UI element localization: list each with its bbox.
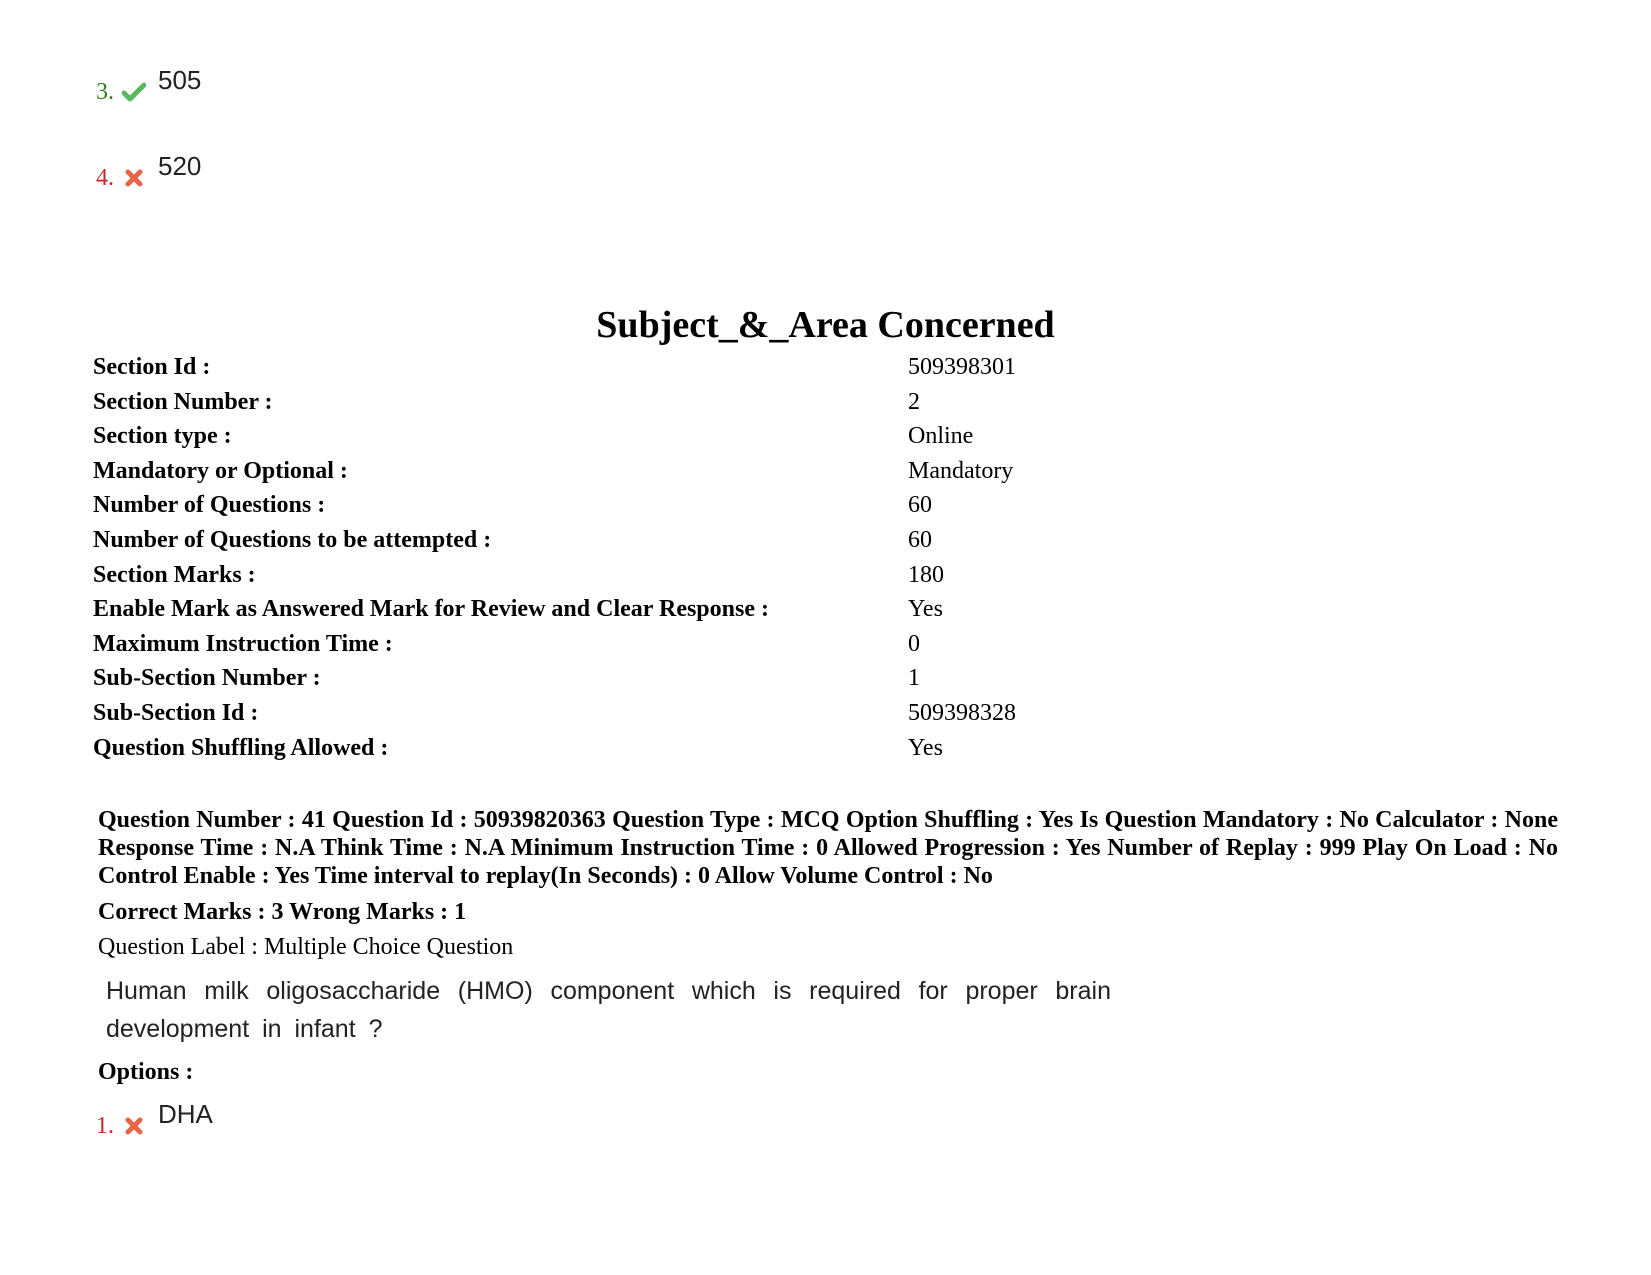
info-row-sub-section-number [93, 664, 1493, 699]
info-row-section-id [93, 353, 1493, 388]
info-label: Question Shuffling Allowed : [93, 734, 389, 761]
options-heading: Options : [98, 1059, 194, 1085]
info-value: 60 [908, 492, 932, 519]
info-row-mandatory [93, 457, 1493, 492]
info-label: Sub-Section Number : [93, 665, 321, 692]
cross-icon [122, 1114, 146, 1138]
section-info-table [93, 353, 1493, 768]
info-value: 60 [908, 526, 932, 553]
question-label-prefix: Question Label : [98, 934, 264, 960]
info-value: 1 [908, 665, 920, 692]
info-value: 2 [908, 388, 920, 415]
info-value: Online [908, 423, 974, 450]
info-row-enable-mark [93, 595, 1493, 630]
question-label [98, 933, 513, 961]
section-title: Subject_&_Area Concerned [596, 304, 1055, 346]
info-row-section-marks [93, 561, 1493, 596]
check-icon [122, 80, 146, 104]
info-row-section-number [93, 388, 1493, 423]
info-label: Enable Mark as Answered Mark for Review and Clear Response : [93, 596, 769, 623]
info-label: Number of Questions : [93, 492, 326, 519]
info-label: Number of Questions to be attempted : [93, 526, 492, 553]
option-text: DHA [158, 1099, 213, 1129]
info-row-questions-to-attempt [93, 526, 1493, 561]
info-row-shuffling-allowed [93, 734, 1493, 769]
cross-icon [122, 166, 146, 190]
info-label: Section Number : [93, 388, 273, 415]
info-value: 180 [908, 561, 944, 588]
option-text: 520 [158, 151, 202, 181]
info-value: Yes [908, 734, 943, 761]
info-value: 0 [908, 630, 920, 657]
info-label: Section Marks : [93, 561, 256, 588]
info-row-max-instruction-time [93, 630, 1493, 665]
info-label: Maximum Instruction Time : [93, 630, 393, 657]
info-row-number-of-questions [93, 491, 1493, 526]
option-text: 505 [158, 65, 202, 95]
question-metadata: Question Number : 41 Question Id : 50939820363 Question Type : MCQ Option Shuffling : Yes Is Question Mandatory : No Calculator : None Response Time : N.A Think Time : N.A Minimum Instruction Time : 0 Allowed Progression : Yes Number of Replay : 999 Play On Load : No Control Enable : Yes Time interval to replay(In Seconds) : 0 Allow Volume Control : No [98, 807, 1558, 889]
info-label: Section type : [93, 423, 232, 450]
info-value: 509398328 [908, 699, 1016, 726]
question-marks: Correct Marks : 3 Wrong Marks : 1 [98, 899, 467, 925]
info-row-section-type [93, 422, 1493, 457]
info-label: Mandatory or Optional : [93, 457, 348, 484]
question-text: Human milk oligosaccharide (HMO) component which is required for proper brain development in infant ? [106, 977, 1111, 1043]
info-row-sub-section-id [93, 699, 1493, 734]
info-value: Yes [908, 596, 943, 623]
info-label: Sub-Section Id : [93, 699, 259, 726]
info-value: 509398301 [908, 354, 1016, 380]
question-label-value: Multiple Choice Question [263, 934, 514, 960]
info-label: Section Id : [93, 354, 211, 380]
option-number: 3. [96, 79, 114, 105]
option-number: 1. [96, 1113, 114, 1139]
info-value: Mandatory [908, 457, 1014, 484]
option-number: 4. [96, 165, 114, 191]
